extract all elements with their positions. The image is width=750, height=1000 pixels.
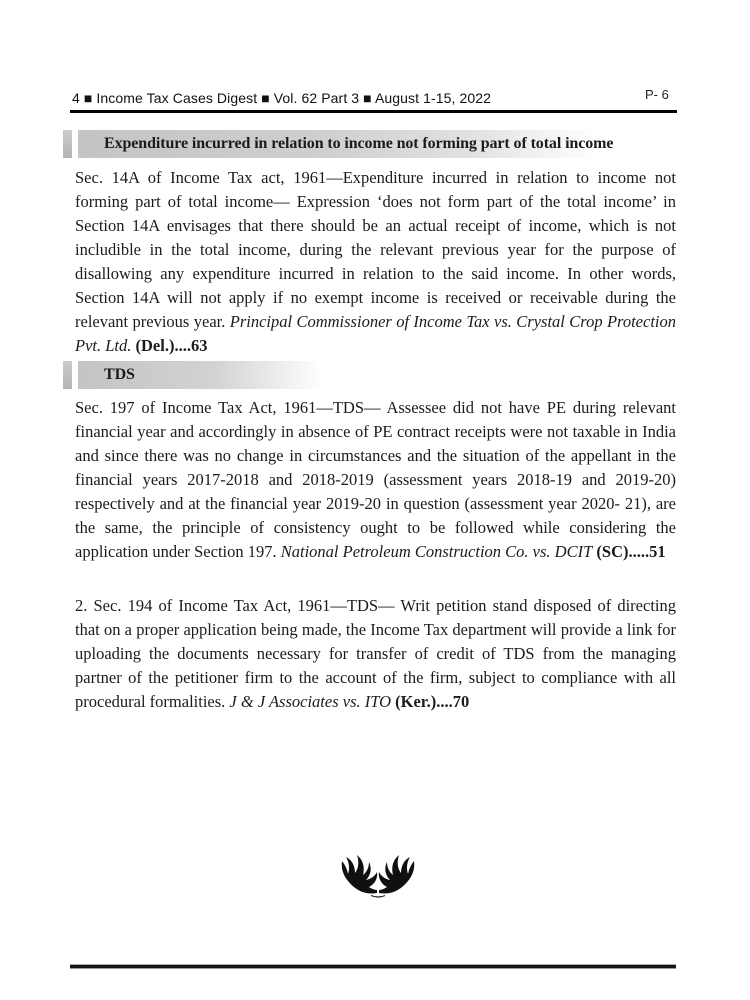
section-heading-title: Expenditure incurred in relation to income not forming part of total income [104,135,614,152]
section-heading-row-tds [63,361,690,389]
section-heading-bar [78,130,690,158]
case-paragraph [75,166,676,358]
text-segment: Sec. 14A of Income Tax act, 1961—Expenditure incurred in relation to income not forming part of total income— Expression ‘does not form part of the total income’ in Section 14A envisages that there should be an actual receipt of income, which is not includible in the total income, during the relevant previous year for the purpose of disallowing any expenditure incurred in relation to the said income. In other words, Section 14A will not apply if no exempt income is received or receivable during the relevant previous year. [75,168,676,331]
page-marker: P- 6 [645,87,669,102]
heading-accent-block [63,361,72,389]
section-heading-row-expenditure [63,130,690,158]
text-segment: National Petroleum Construction Co. vs. DCIT [280,542,593,561]
footer-rule [70,964,676,969]
section-heading-title: TDS [104,366,135,383]
running-header: 4 ■ Income Tax Cases Digest ■ Vol. 62 Part 3 ■ August 1-15, 2022 [72,90,492,106]
header-rule [70,110,677,113]
text-segment: 2. Sec. 194 of Income Tax Act, 1961—TDS— Writ petition stand disposed of directing that on a proper application being made, the Income Tax department will provide a link for uploading the documents necessary for transfer of credit of TDS from the managing partner of the petitioner firm to the account of the firm, subject to compliance with all procedural formalities. [75,596,676,711]
text-segment: Principal Commissioner of Income Tax vs. Crystal Crop Protection Pvt. Ltd. [75,312,676,355]
text-segment: Sec. 197 of Income Tax Act, 1961—TDS— Assessee did not have PE during relevant financial year and accordingly in absence of PE contract receipts were not taxable in India and since there was no change in circumstances and the situation of the appellant in the financial years 2017-2018 and 2018-2019 (assessment years 2018-19 and 2019-20) respectively and at the financial year 2019-20 in question (assessment year 2020- 21), are the same, the principle of consistency ought to be followed while considering the application under Section 197. [75,398,676,561]
heading-accent-block [63,130,72,158]
floral-flourish-icon [330,853,426,899]
text-segment: J & J Associates vs. ITO [229,692,392,711]
text-segment: (Del.)....63 [131,336,208,355]
section-heading-bar [78,361,690,389]
text-segment: (SC).....51 [592,542,666,561]
case-paragraph [75,396,676,564]
text-segment: (Ker.)....70 [391,692,470,711]
case-paragraph [75,594,676,714]
